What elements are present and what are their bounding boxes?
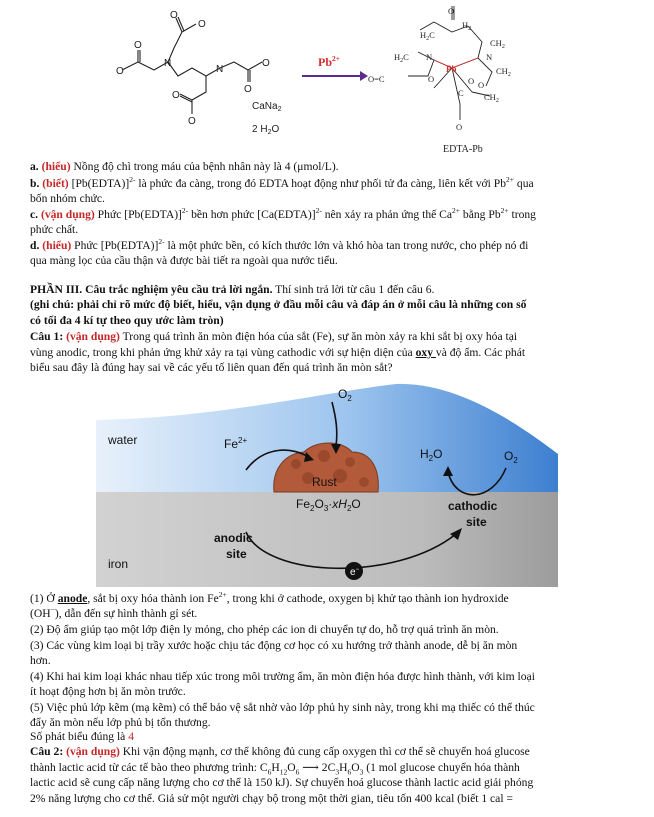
iron-label: iron: [108, 557, 129, 571]
q1-line-1: Câu 1: (vận dụng) Trong quá trình ăn mòn điện hóa của sắt (Fe), sự ăn mòn xảy ra khi sắt bị oxy hóa tại: [30, 330, 518, 343]
reaction-arrow: [300, 70, 370, 82]
q1-line-3: biểu sau đây là đúng hay sai về các yếu tố liên quan đến quá trình ăn mòn sắt?: [30, 361, 393, 374]
q2-line-2: thành lactic acid từ các tế bào theo phương trình: $C_6H_{12}O_6$ ⟶ $2C_3H_6O_3$ (1 mol glucose chuyển hóa thành: [30, 761, 520, 777]
svg-text:N: N: [486, 52, 493, 62]
water-label: water: [108, 433, 138, 447]
q1-statement-2: (2) Độ ẩm giúp tạo một lớp điện ly mỏng, cho phép các ion di chuyển tự do, hỗ trợ quá trình ăn mòn.: [30, 623, 499, 636]
q1-statement-5: (5) Việc phủ lớp kẽm (mạ kẽm) có thể bảo vệ sắt nhờ vào lớp phủ hy sinh này, trong khi mạ thiếc có thể thúc: [30, 701, 535, 714]
svg-text:CH2: $CH_2$: [490, 38, 505, 50]
statement-d-cont: qua màng lọc của cầu thận và được bài tiết ra ngoài qua nước tiểu.: [30, 254, 338, 267]
o2-top-label: $O_2$: [338, 387, 352, 403]
svg-text:O: O: [478, 80, 485, 90]
anodic-label: anodic: [214, 531, 253, 545]
statement-a: a. (hiểu) Nồng độ chì trong máu của bệnh nhân này là 4 (μmol/L).: [30, 160, 339, 173]
electron-label: e−: [350, 567, 360, 578]
anodic-site-label: site: [226, 547, 247, 561]
svg-text:O: O: [428, 74, 435, 84]
svg-text:N: N: [216, 64, 224, 75]
part3-note-2: có tối đa 4 kí tự theo quy ước làm tròn): [30, 314, 224, 327]
corrosion-diagram: [96, 382, 558, 587]
svg-text:O: O: [198, 19, 206, 30]
q2-line-3: lactic acid sẽ cung cấp năng lượng cho cơ thể là 150 kJ). Sự chuyển hoá glucose thành lactic acid giải phóng: [30, 776, 534, 789]
svg-text:N: N: [164, 58, 172, 69]
water-label: 2 $H_2O$: [252, 124, 280, 136]
svg-text:CH2: $CH_2$: [496, 66, 511, 78]
q2-line-4: 2% năng lượng cho cơ thể. Giả sử một người chạy bộ trong một thời gian, tiêu tốn 400 kcal (biết 1 cal =: [30, 792, 513, 805]
fe2o3-label: $Fe_2O_3\cdot xH_2O$: [296, 497, 361, 513]
svg-text:O: O: [134, 40, 142, 51]
svg-text:N: N: [426, 52, 433, 62]
statement-d: d. (hiểu) Phức [Pb(EDTA)]$^{2-}$ là một phức bền, có kích thước lớn và khó hòa tan trong nước, cho phép nó đi: [30, 237, 529, 252]
q1-line-2: vùng anodic, trong khi phản ứng khử xảy ra tại vùng cathodic với sự hiện diện của oxy và độ ẩm. Các phát: [30, 346, 526, 359]
svg-text:O: O: [170, 10, 178, 21]
statement-b-cont: bốn nhóm chức.: [30, 192, 105, 205]
part3-note-1: (ghi chú: phải chỉ rõ mức độ biết, hiểu, vận dụng ở đầu mỗi câu và đáp án ở mỗi câu là những con số: [30, 298, 527, 311]
edta-pb-complex: [368, 2, 548, 152]
o-minus-left: O: [116, 66, 124, 77]
h2o-label: $H_2O$: [420, 447, 443, 463]
q1-statement-5-cont: đẩy ăn mòn nếu lớp phủ bị tổn thương.: [30, 716, 211, 729]
svg-text:C: C: [458, 88, 464, 98]
cana2-label: CaNa$_2$: [252, 101, 282, 113]
pb-center: Pb: [446, 64, 457, 74]
svg-text:O: O: [448, 6, 455, 16]
q1-statement-4: (4) Khi hai kim loại khác nhau tiếp xúc trong môi trường ẩm, ăn mòn điện hóa được hình thành, với kim loại: [30, 670, 535, 683]
svg-text:O: O: [468, 76, 475, 86]
svg-text:H2C: $H_2C$: [420, 30, 435, 42]
edta-structure: [110, 8, 310, 148]
svg-text:O: O: [262, 58, 270, 69]
complex-caption: EDTA-Pb: [443, 144, 483, 152]
cathodic-label: cathodic: [448, 499, 498, 513]
q1-statement-1: (1) Ở anode, sắt bị oxy hóa thành ion $Fe^{2+}$, trong khi ở cathode, oxygen bị khử tạo thành ion hydroxide: [30, 590, 509, 605]
q1-answer: Số phát biểu đúng là 4: [30, 730, 135, 743]
svg-text:O: O: [244, 84, 252, 95]
cathodic-site-label: site: [466, 515, 487, 529]
svg-text:O: O: [456, 122, 463, 132]
q1-statement-4-cont: ít hoạt động hơn bị ăn mòn trước.: [30, 685, 186, 698]
svg-text:O: O: [172, 90, 180, 101]
fe2-label: $Fe^{2+}$: [224, 436, 248, 451]
svg-text:H2C: $H_2C$: [394, 52, 409, 64]
statement-c-cont: phức chất.: [30, 223, 79, 236]
o2-right-label: $O_2$: [504, 449, 518, 465]
q2-line-1: Câu 2: (vận dụng) Khi vận động mạnh, cơ thể không đủ cung cấp oxygen thì cơ thể sẽ chuyển hoá glucose: [30, 745, 530, 758]
svg-text:H2: $H_2$: [462, 20, 472, 32]
statement-b: b. (biết) [Pb(EDTA)]$^{2-}$ là phức đa càng, trong đó EDTA hoạt động như phối tử đa càng, liên kết với $Pb^{2+}$ qua: [30, 175, 534, 190]
pb-ion-label: $Pb^{2+}$: [318, 54, 341, 69]
q1-statement-3-cont: hơn.: [30, 654, 51, 667]
part3-title: PHẦN III. Câu trắc nghiệm yêu cầu trả lời ngắn. Thí sinh trả lời từ câu 1 đến câu 6.: [30, 283, 435, 296]
q1-statement-3: (3) Các vùng kim loại bị trầy xước hoặc chịu tác động cơ học có xu hướng trở thành anode, dễ bị ăn mòn: [30, 639, 518, 652]
q1-statement-1-cont: (OH−), dẫn đến sự hình thành gỉ sét.: [30, 605, 198, 620]
statement-c: c. (vận dụng) Phức [Pb(EDTA)]$^{2-}$ bền hơn phức [Ca(EDTA)]$^{2-}$ nên xảy ra phản ứng thế $Ca^{2+}$ bằng $Pb^{2+}$ trong: [30, 206, 536, 221]
rust-label: Rust: [312, 475, 337, 489]
svg-text:O=C: O=C: [368, 74, 385, 84]
svg-text:CH2: $CH_2$: [484, 92, 499, 104]
svg-text:O: O: [188, 116, 196, 127]
